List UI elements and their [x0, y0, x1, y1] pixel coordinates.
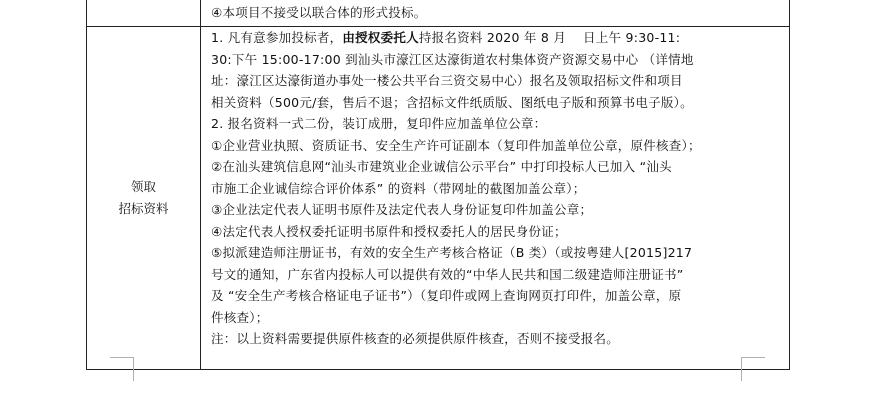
crop-mark-right-vertical: [741, 357, 742, 381]
item-1-bold-text: 由授权委托人: [342, 30, 419, 45]
content-cell: [201, 0, 790, 27]
item-2-sub-5-line-3: 及 “安全生产考核合格证电子证书”）（复印件或网上查询网页打印件，加盖公章，原: [211, 288, 682, 303]
bidding-info-table: [86, 0, 790, 370]
item-2-sub-5-line-2: 号文的通知，广东省内投标人可以提供有效的“中华人民共和国二级建造师注册证书”: [211, 266, 684, 282]
crop-mark-left-horizontal: [110, 357, 134, 358]
crop-mark-left-vertical: [133, 357, 134, 381]
item-1-text-a: 1. 凡有意参加投标者，: [211, 30, 343, 45]
item-2-sub-4: ④法定代表人授权委托证明书原件和授权委托人的居民身份证；: [211, 223, 567, 239]
item-2-paragraph: [211, 113, 783, 328]
section-label-line1: 领取: [130, 179, 156, 194]
item-2-sub-5-line-4: 件核查）；: [211, 309, 269, 325]
table-row: [87, 27, 790, 370]
item-2-sub-2-line-1: ②在汕头建筑信息网“汕头市建筑业企业诚信公示平台” 中打印投标人已加入 “汕头: [211, 159, 672, 174]
item-2-sub-3: ③企业法定代表人证明书原件及法定代表人身份证复印件加盖公章；: [211, 202, 593, 217]
crop-mark-right-horizontal: [741, 357, 765, 358]
section-label-line2: 招标资料: [118, 201, 169, 216]
consortium-clause: ④本项目不接受以联合体的形式投标。: [211, 5, 427, 20]
empty-label-cell: [87, 0, 201, 27]
item-1-line-2: 30:下午 15:00-17:00 到汕头市濠江区达濠街道农村集体资产资源交易中心 （详情地: [211, 51, 694, 67]
section-content-cell: [201, 27, 790, 370]
item-2-sub-1: ①企业营业执照、资质证书、安全生产许可证副本（复印件加盖单位公章，原件核查）；: [211, 137, 701, 153]
item-1-line-3: 址：濠江区达濠街道办事处一楼公共平台三资交易中心）报名及领取招标文件和项目: [211, 73, 683, 88]
item-1-line-4: 相关资料（500元/套，售后不退；含招标文件纸质版、图纸电子版和预算书电子版）。: [211, 94, 693, 110]
item-2-sub-2-line-2: 市施工企业诚信综合评价体系” 的资料（带网址的截图加盖公章）；: [211, 180, 586, 196]
item-1-paragraph: [211, 27, 783, 113]
table-row: [87, 0, 790, 27]
section-label-cell: [87, 27, 201, 370]
item-2-sub-5-line-1: ⑤拟派建造师注册证书，有效的安全生产考核合格证（B 类）（或按粤建人[2015]217: [211, 245, 693, 260]
item-2-heading: 2. 报名资料一式二份，装订成册，复印件应加盖单位公章：: [211, 116, 547, 131]
item-1-text-b: 持报名资料 2020 年 8 月 日上午 9:30-11:: [418, 30, 681, 45]
item-1-line-1: [211, 27, 783, 49]
note-line: 注：以上资料需要提供原件核查的必须提供原件核查，否则不接受报名。: [211, 331, 620, 346]
